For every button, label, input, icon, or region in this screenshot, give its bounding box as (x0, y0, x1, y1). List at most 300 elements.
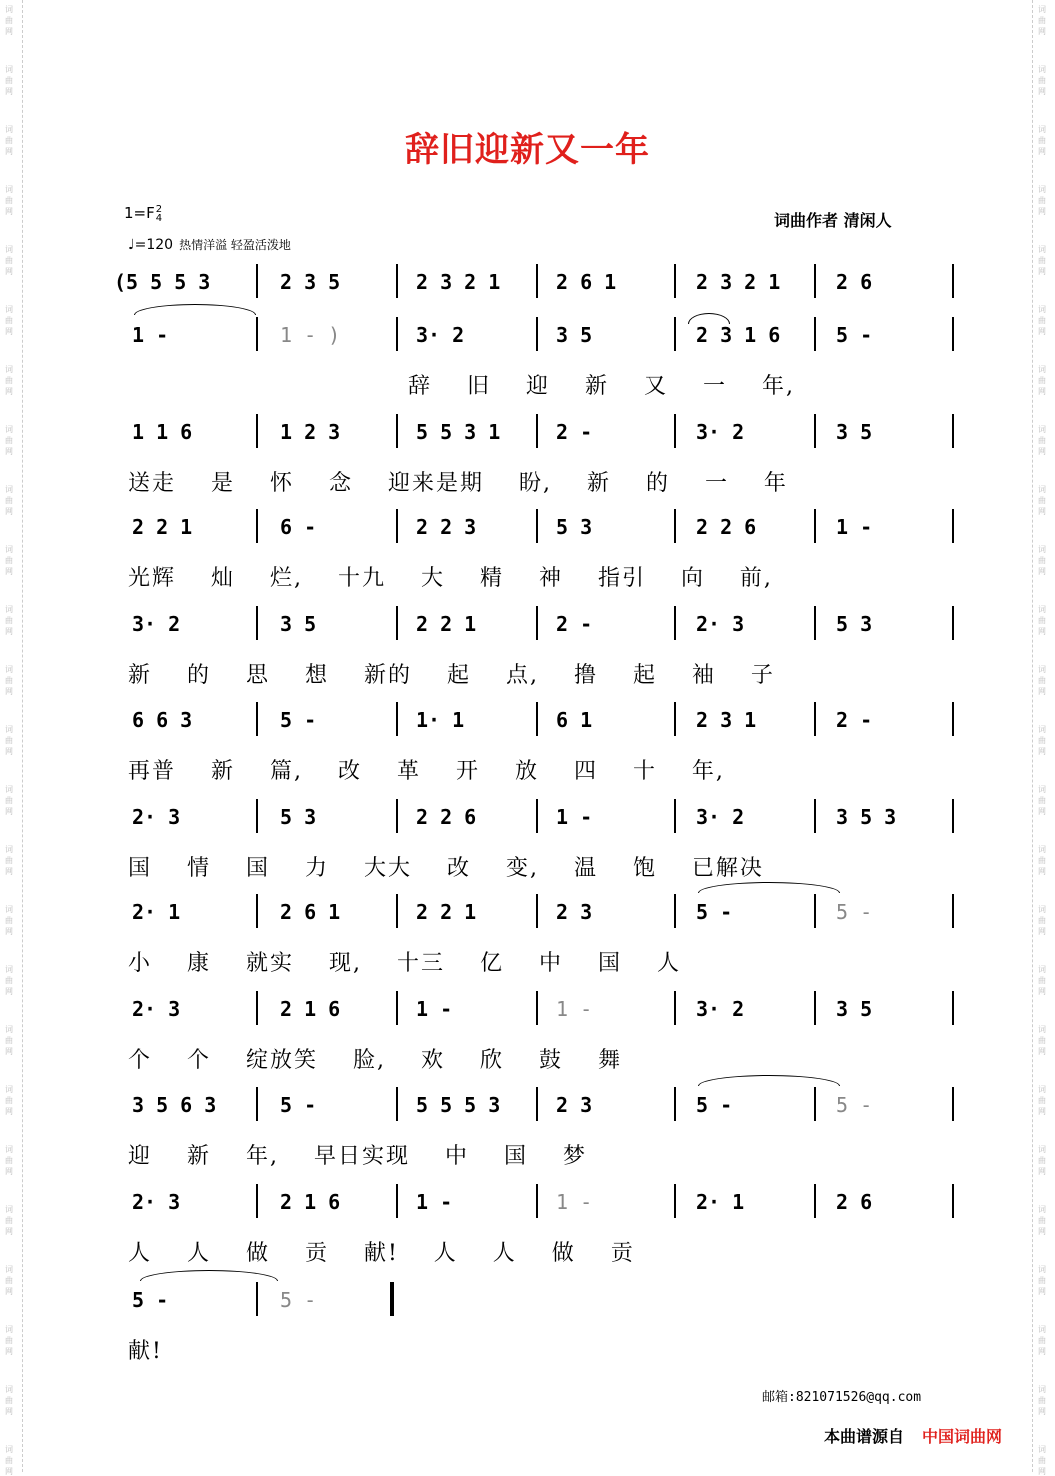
bar-line (536, 1184, 538, 1218)
watermark-glyph: 曲 (1038, 736, 1046, 745)
watermark-glyph: 网 (1038, 807, 1046, 816)
watermark-glyph: 词 (5, 305, 13, 314)
watermark-glyph: 词 (5, 605, 13, 614)
measure-notes: 2 3 2 1 (416, 270, 501, 294)
bar-line (256, 702, 258, 736)
bar-line (814, 991, 816, 1025)
bar-line (674, 894, 676, 928)
watermark-glyph: 词 (5, 485, 13, 494)
watermark-glyph: 曲 (1038, 1396, 1046, 1405)
watermark-glyph: 曲 (5, 556, 13, 565)
watermark-glyph: 网 (1038, 1287, 1046, 1296)
watermark-glyph: 词 (1038, 365, 1046, 374)
bar-line (396, 894, 398, 928)
watermark-glyph: 词 (5, 425, 13, 434)
watermark-glyph: 网 (5, 87, 13, 96)
lyric-line: 辞 旧 迎 新 又 一 年, (408, 374, 795, 399)
measure-notes: 5 - (836, 323, 873, 347)
watermark-glyph: 词 (1038, 65, 1046, 74)
measure-notes: 5 5 3 1 (416, 420, 501, 444)
watermark-glyph: 网 (5, 27, 13, 36)
bar-line (256, 1184, 258, 1218)
measure-notes: 1 - ) (280, 323, 341, 347)
bar-line (536, 1087, 538, 1121)
measure-notes: 3· 2 (132, 612, 181, 636)
watermark-glyph: 词 (5, 125, 13, 134)
measure-notes: 2 2 1 (416, 900, 477, 924)
bar-line (256, 317, 258, 351)
measure-notes: 5 - (696, 900, 733, 924)
watermark-glyph: 曲 (1038, 1456, 1046, 1465)
measure-notes: 1 - (416, 1190, 453, 1214)
measure-notes: 5 5 5 3 (416, 1093, 501, 1117)
watermark-glyph: 网 (5, 747, 13, 756)
bar-line (536, 991, 538, 1025)
measure-notes: 2 - (556, 420, 593, 444)
watermark-glyph: 曲 (5, 1036, 13, 1045)
watermark-glyph: 词 (1038, 185, 1046, 194)
bar-line (396, 1087, 398, 1121)
watermark-glyph: 网 (1038, 1167, 1046, 1176)
watermark-glyph: 曲 (1038, 16, 1046, 25)
source-credit (824, 1424, 1002, 1447)
watermark-glyph: 网 (1038, 1347, 1046, 1356)
bar-line (536, 264, 538, 298)
watermark-glyph: 词 (5, 1325, 13, 1334)
measure-notes: 1· 1 (416, 708, 465, 732)
watermark-glyph: 网 (1038, 387, 1046, 396)
bar-line (396, 991, 398, 1025)
measure-notes: 2· 3 (132, 1190, 181, 1214)
measure-notes: 2 3 1 6 (696, 323, 781, 347)
watermark-glyph: 曲 (5, 1456, 13, 1465)
lyric-line: 人 人 做 贡 献! 人 人 做 贡 (128, 1241, 635, 1266)
watermark-glyph: 词 (1038, 125, 1046, 134)
author-credit: 词曲作者 清闲人 (774, 211, 892, 230)
watermark-glyph: 曲 (1038, 136, 1046, 145)
bar-line (674, 702, 676, 736)
watermark-glyph: 词 (1038, 1265, 1046, 1274)
watermark-glyph: 网 (5, 147, 13, 156)
watermark-glyph: 词 (5, 1265, 13, 1274)
watermark-glyph: 词 (5, 545, 13, 554)
watermark-glyph: 曲 (5, 616, 13, 625)
measure-notes: 2 3 (556, 1093, 593, 1117)
bar-line (952, 799, 954, 833)
bar-line (256, 264, 258, 298)
bar-line (952, 1087, 954, 1121)
bar-line (952, 509, 954, 543)
watermark-glyph: 网 (1038, 927, 1046, 936)
bar-line (536, 317, 538, 351)
measure-notes: 2 3 2 1 (696, 270, 781, 294)
bar-line (256, 991, 258, 1025)
watermark-glyph: 曲 (1038, 676, 1046, 685)
watermark-glyph: 曲 (5, 796, 13, 805)
measure-notes: 2 1 6 (280, 1190, 341, 1214)
watermark-glyph: 网 (5, 567, 13, 576)
measure-notes: 1 - (416, 997, 453, 1021)
bar-line (396, 414, 398, 448)
watermark-glyph: 词 (5, 1205, 13, 1214)
watermark-glyph: 词 (1038, 1385, 1046, 1394)
watermark-glyph: 曲 (1038, 1276, 1046, 1285)
watermark-glyph: 曲 (1038, 436, 1046, 445)
watermark-glyph: 曲 (1038, 616, 1046, 625)
measure-notes: 6 6 3 (132, 708, 193, 732)
watermark-glyph: 网 (5, 507, 13, 516)
bar-line (256, 414, 258, 448)
bar-line (396, 702, 398, 736)
measure-notes: 2 - (836, 708, 873, 732)
measure-notes: 1 - (556, 805, 593, 829)
watermark-glyph: 网 (5, 387, 13, 396)
watermark-glyph: 网 (1038, 1227, 1046, 1236)
tie (698, 1075, 840, 1086)
bar-line (952, 606, 954, 640)
bar-line (674, 799, 676, 833)
watermark-glyph: 曲 (5, 376, 13, 385)
watermark-glyph: 曲 (1038, 376, 1046, 385)
measure-notes: 3· 2 (696, 805, 745, 829)
bar-line (256, 894, 258, 928)
right-watermark-strip (1032, 0, 1055, 1476)
measure-notes: 5 3 (836, 612, 873, 636)
slur (688, 313, 730, 324)
watermark-glyph: 曲 (1038, 976, 1046, 985)
tempo-marking (128, 236, 291, 253)
bar-line (674, 606, 676, 640)
time-numerator: 2 (155, 203, 163, 215)
key-signature (124, 204, 162, 223)
watermark-glyph: 词 (5, 725, 13, 734)
watermark-glyph: 网 (1038, 27, 1046, 36)
watermark-glyph: 曲 (1038, 1096, 1046, 1105)
measure-notes: 2 - (556, 612, 593, 636)
watermark-glyph: 曲 (5, 496, 13, 505)
email-label: 邮箱:821071526@qq.com (762, 1390, 922, 1405)
bar-line (256, 1282, 258, 1316)
measure-notes: 3 5 6 3 (132, 1093, 217, 1117)
watermark-glyph: 词 (5, 785, 13, 794)
bar-line (814, 317, 816, 351)
watermark-glyph: 词 (1038, 725, 1046, 734)
lyric-line: 献! (128, 1339, 163, 1364)
measure-notes: 2· 3 (696, 612, 745, 636)
watermark-glyph: 网 (5, 627, 13, 636)
watermark-glyph: 词 (1038, 605, 1046, 614)
watermark-glyph: 词 (5, 665, 13, 674)
watermark-glyph: 曲 (5, 1096, 13, 1105)
watermark-glyph: 词 (1038, 5, 1046, 14)
bar-line (814, 799, 816, 833)
slur (134, 304, 256, 315)
measure-notes: 5 3 (280, 805, 317, 829)
bar-line (952, 264, 954, 298)
watermark-glyph: 词 (1038, 905, 1046, 914)
watermark-glyph: 网 (5, 207, 13, 216)
lyric-line: 送走 是 怀 念 迎来是期 盼, 新 的 一 年 (128, 471, 788, 496)
watermark-glyph: 词 (5, 365, 13, 374)
watermark-glyph: 曲 (5, 1336, 13, 1345)
measure-notes: 2· 1 (696, 1190, 745, 1214)
measure-notes: (5 5 5 3 (114, 270, 211, 294)
watermark-glyph: 词 (1038, 245, 1046, 254)
measure-notes: 3 5 (836, 420, 873, 444)
watermark-glyph: 曲 (1038, 556, 1046, 565)
watermark-glyph: 曲 (1038, 196, 1046, 205)
watermark-glyph: 曲 (1038, 1036, 1046, 1045)
watermark-glyph: 曲 (5, 856, 13, 865)
bar-line (396, 509, 398, 543)
bar-line (814, 264, 816, 298)
watermark-glyph: 曲 (5, 436, 13, 445)
mood-label: 热情洋溢 轻盈活泼地 (179, 238, 291, 252)
lyric-line: 光辉 灿 烂, 十九 大 精 神 指引 向 前, (128, 566, 773, 591)
watermark-glyph: 词 (1038, 1205, 1046, 1214)
measure-notes: 2 3 (556, 900, 593, 924)
watermark-glyph: 网 (1038, 87, 1046, 96)
measure-notes: 5 3 (556, 515, 593, 539)
bar-line (256, 606, 258, 640)
watermark-glyph: 网 (5, 807, 13, 816)
watermark-glyph: 词 (1038, 1025, 1046, 1034)
watermark-glyph: 网 (1038, 207, 1046, 216)
bar-line (396, 317, 398, 351)
watermark-glyph: 网 (1038, 567, 1046, 576)
watermark-glyph: 曲 (5, 1156, 13, 1165)
watermark-glyph: 曲 (1038, 316, 1046, 325)
measure-notes: 2 6 1 (556, 270, 617, 294)
bar-line (814, 1184, 816, 1218)
measure-notes: 2· 3 (132, 805, 181, 829)
watermark-glyph: 网 (1038, 627, 1046, 636)
watermark-glyph: 词 (5, 905, 13, 914)
bar-line (536, 702, 538, 736)
watermark-glyph: 网 (5, 1347, 13, 1356)
measure-notes: 6 1 (556, 708, 593, 732)
watermark-glyph: 网 (1038, 447, 1046, 456)
watermark-glyph: 网 (1038, 507, 1046, 516)
bar-line (952, 894, 954, 928)
bar-line (814, 702, 816, 736)
watermark-glyph: 曲 (1038, 1156, 1046, 1165)
watermark-glyph: 词 (1038, 785, 1046, 794)
watermark-glyph: 曲 (1038, 916, 1046, 925)
watermark-glyph: 网 (1038, 987, 1046, 996)
lyric-line: 再普 新 篇, 改 革 开 放 四 十 年, (128, 759, 725, 784)
measure-notes: 3· 2 (696, 997, 745, 1021)
watermark-glyph: 词 (1038, 1325, 1046, 1334)
measure-notes: 1 - (556, 1190, 593, 1214)
watermark-glyph: 词 (1038, 1085, 1046, 1094)
bar-line (952, 702, 954, 736)
song-title: 辞旧迎新又一年 (405, 130, 650, 170)
watermark-glyph: 网 (5, 1407, 13, 1416)
watermark-glyph: 网 (1038, 1047, 1046, 1056)
bar-line (256, 1087, 258, 1121)
source-label: 本曲谱源自 (824, 1427, 905, 1446)
watermark-glyph: 曲 (5, 736, 13, 745)
lyric-line: 小 康 就实 现, 十三 亿 中 国 人 (128, 951, 681, 976)
watermark-glyph: 网 (5, 687, 13, 696)
watermark-glyph: 词 (1038, 845, 1046, 854)
watermark-glyph: 曲 (5, 196, 13, 205)
watermark-glyph: 网 (5, 267, 13, 276)
lyric-line: 迎 新 年, 早日实现 中 国 梦 (128, 1144, 587, 1169)
bar-line (390, 1282, 394, 1316)
measure-notes: 2 2 1 (132, 515, 193, 539)
bar-line (536, 894, 538, 928)
watermark-glyph: 词 (5, 1385, 13, 1394)
bar-line (256, 509, 258, 543)
tie (698, 882, 840, 893)
lyric-line: 新 的 思 想 新的 起 点, 撸 起 袖 子 (128, 663, 775, 688)
measure-notes: 2· 3 (132, 997, 181, 1021)
watermark-glyph: 网 (5, 447, 13, 456)
measure-notes: 5 - (280, 708, 317, 732)
watermark-glyph: 曲 (5, 976, 13, 985)
watermark-glyph: 网 (5, 927, 13, 936)
watermark-glyph: 词 (5, 1085, 13, 1094)
bar-line (536, 509, 538, 543)
watermark-glyph: 曲 (5, 76, 13, 85)
measure-notes: 3 5 3 (836, 805, 897, 829)
watermark-glyph: 词 (1038, 425, 1046, 434)
watermark-glyph: 词 (1038, 305, 1046, 314)
watermark-glyph: 网 (5, 1167, 13, 1176)
watermark-glyph: 网 (1038, 687, 1046, 696)
time-signature (156, 205, 162, 223)
measure-notes: 2 6 1 (280, 900, 341, 924)
watermark-glyph: 曲 (5, 1216, 13, 1225)
bar-line (674, 317, 676, 351)
bar-line (674, 1184, 676, 1218)
measure-notes: 2 2 6 (416, 805, 477, 829)
measure-notes: 2 6 (836, 270, 873, 294)
measure-notes: 1 - (836, 515, 873, 539)
watermark-glyph: 网 (5, 867, 13, 876)
bar-line (674, 1087, 676, 1121)
watermark-glyph: 网 (1038, 867, 1046, 876)
tempo-label: ♩=120 (128, 237, 174, 253)
measure-notes: 2 6 (836, 1190, 873, 1214)
bar-line (536, 799, 538, 833)
watermark-glyph: 网 (1038, 1107, 1046, 1116)
watermark-glyph: 网 (5, 987, 13, 996)
measure-notes: 3· 2 (696, 420, 745, 444)
measure-notes: 3 5 (556, 323, 593, 347)
watermark-glyph: 网 (5, 327, 13, 336)
measure-notes: 2 3 5 (280, 270, 341, 294)
bar-line (396, 606, 398, 640)
watermark-glyph: 网 (5, 1047, 13, 1056)
watermark-glyph: 词 (5, 185, 13, 194)
bar-line (814, 894, 816, 928)
watermark-glyph: 词 (5, 5, 13, 14)
bar-line (256, 799, 258, 833)
bar-line (674, 414, 676, 448)
lyric-line: 国 情 国 力 大大 改 变, 温 饱 已解决 (128, 856, 764, 881)
measure-notes: 2 2 6 (696, 515, 757, 539)
watermark-glyph: 曲 (1038, 856, 1046, 865)
watermark-glyph: 词 (1038, 545, 1046, 554)
bar-line (674, 991, 676, 1025)
watermark-glyph: 网 (1038, 147, 1046, 156)
watermark-glyph: 词 (5, 65, 13, 74)
measure-notes: 3 5 (836, 997, 873, 1021)
watermark-glyph: 词 (1038, 485, 1046, 494)
bar-line (536, 414, 538, 448)
watermark-glyph: 网 (1038, 267, 1046, 276)
measure-notes: 1 2 3 (280, 420, 341, 444)
measure-notes: 6 - (280, 515, 317, 539)
measure-notes: 2 3 1 (696, 708, 757, 732)
measure-notes: 2 2 3 (416, 515, 477, 539)
bar-line (952, 991, 954, 1025)
watermark-glyph: 网 (5, 1227, 13, 1236)
watermark-glyph: 曲 (1038, 796, 1046, 805)
key-label: 1=F (124, 204, 155, 222)
watermark-glyph: 曲 (5, 316, 13, 325)
watermark-glyph: 曲 (1038, 1336, 1046, 1345)
bar-line (396, 264, 398, 298)
bar-line (952, 1184, 954, 1218)
watermark-glyph: 曲 (1038, 76, 1046, 85)
bar-line (952, 317, 954, 351)
watermark-glyph: 曲 (5, 256, 13, 265)
watermark-glyph: 网 (1038, 327, 1046, 336)
bar-line (674, 509, 676, 543)
bar-line (952, 414, 954, 448)
watermark-glyph: 网 (1038, 1407, 1046, 1416)
measure-notes: 1 1 6 (132, 420, 193, 444)
watermark-glyph: 网 (1038, 747, 1046, 756)
watermark-glyph: 词 (1038, 665, 1046, 674)
bar-line (396, 1184, 398, 1218)
watermark-glyph: 词 (5, 845, 13, 854)
watermark-glyph: 曲 (5, 136, 13, 145)
watermark-glyph: 曲 (1038, 496, 1046, 505)
watermark-glyph: 曲 (5, 1396, 13, 1405)
watermark-glyph: 曲 (5, 1276, 13, 1285)
watermark-glyph: 词 (5, 1025, 13, 1034)
measure-notes: 5 - (132, 1288, 169, 1312)
tie (140, 1270, 278, 1281)
watermark-glyph: 曲 (1038, 1216, 1046, 1225)
watermark-glyph: 词 (5, 965, 13, 974)
measure-notes: 3· 2 (416, 323, 465, 347)
bar-line (814, 509, 816, 543)
measure-notes: 5 - (280, 1093, 317, 1117)
measure-notes: 1 - (132, 323, 169, 347)
watermark-glyph: 词 (1038, 1145, 1046, 1154)
watermark-glyph: 网 (5, 1467, 13, 1476)
bar-line (396, 799, 398, 833)
source-site-link[interactable]: 中国词曲网 (922, 1427, 1003, 1446)
watermark-glyph: 曲 (5, 916, 13, 925)
watermark-glyph: 网 (5, 1107, 13, 1116)
bar-line (814, 1087, 816, 1121)
watermark-glyph: 网 (5, 1287, 13, 1296)
bar-line (814, 606, 816, 640)
measure-notes: 2 1 6 (280, 997, 341, 1021)
measure-notes: 5 - (696, 1093, 733, 1117)
watermark-glyph: 网 (1038, 1467, 1046, 1476)
measure-notes: 5 - (836, 900, 873, 924)
measure-notes: 5 - (280, 1288, 317, 1312)
measure-notes: 3 5 (280, 612, 317, 636)
